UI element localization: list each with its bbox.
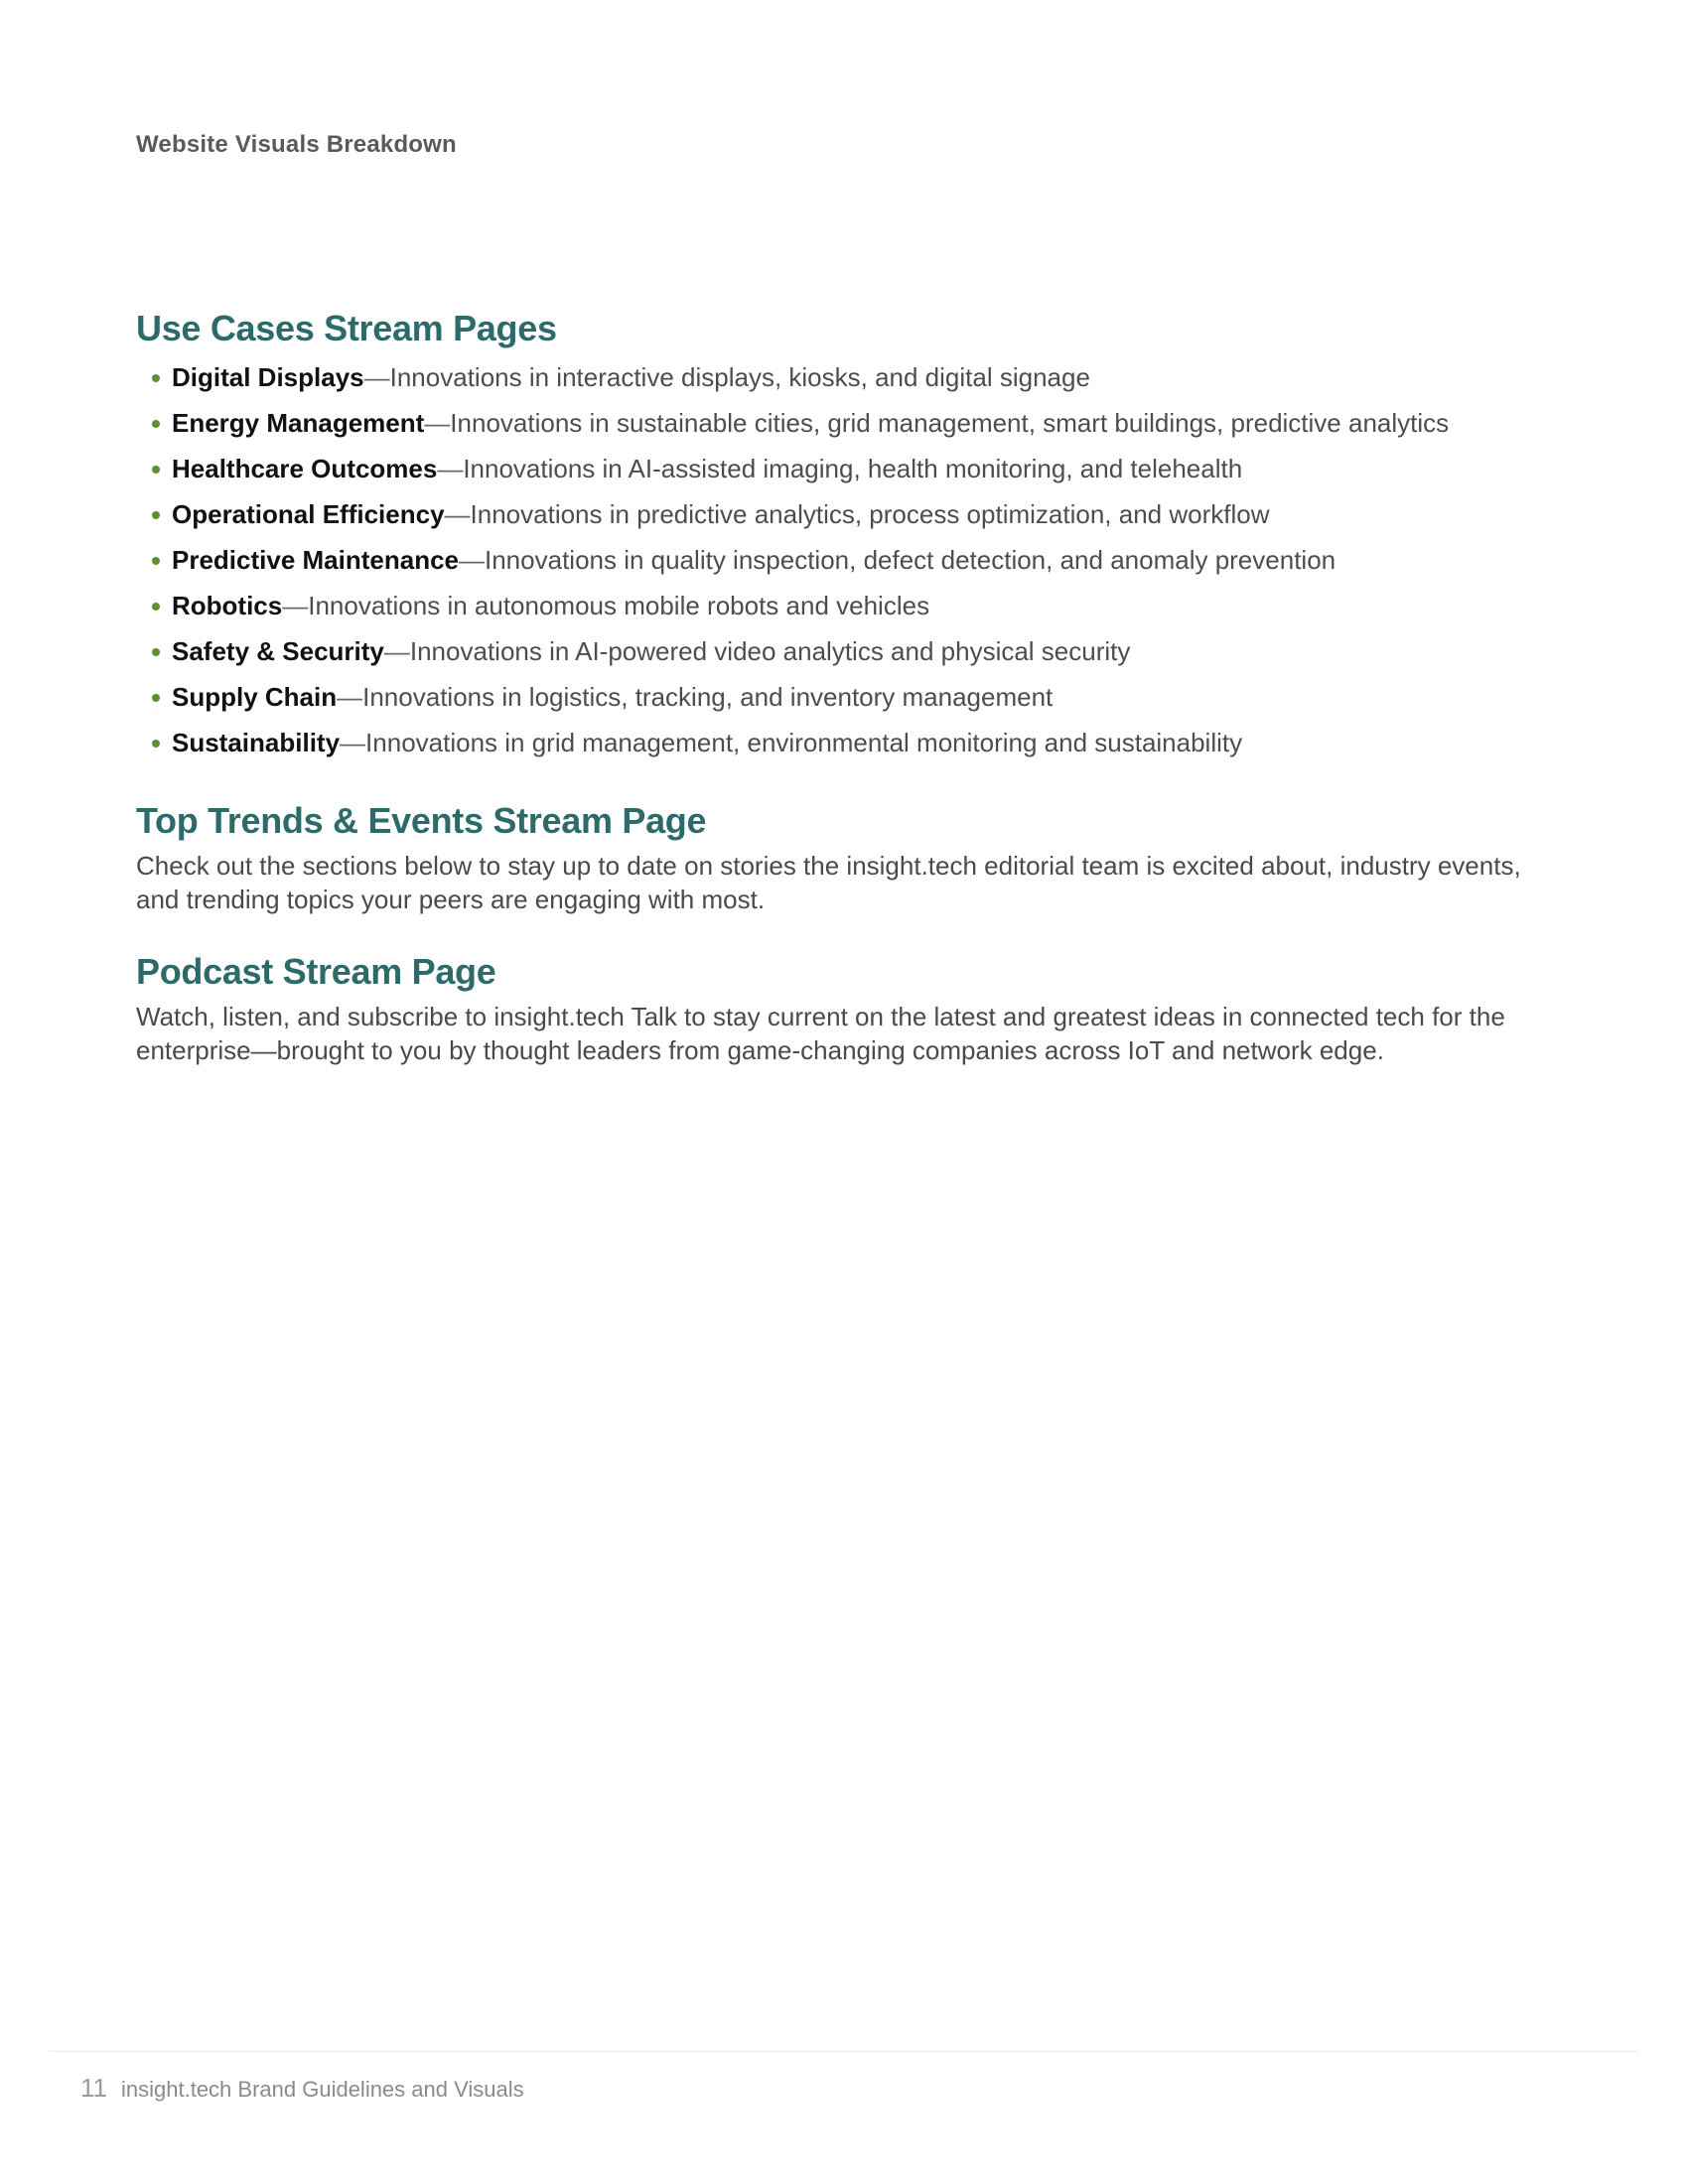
list-item [172, 354, 1556, 400]
bullet-icon [152, 511, 160, 519]
use-cases-list [136, 354, 1556, 765]
top-trends-heading: Top Trends & Events Stream Page [136, 800, 707, 841]
list-item-description: Innovations in AI-assisted imaging, health monitoring, and telehealth [463, 454, 1243, 483]
page-number: 11 [80, 2073, 107, 2103]
list-item-term: Healthcare Outcomes [172, 454, 438, 483]
list-item-description: Innovations in AI-powered video analytics and physical security [409, 636, 1131, 666]
footer-text: insight.tech Brand Guidelines and Visuals [121, 2077, 524, 2102]
page-footer [80, 2073, 524, 2104]
podcast-body: Watch, listen, and subscribe to insight.tech Talk to stay current on the latest and greatest ideas in connected tech for the enterprise—brought to you by thought leaders from game-changing companies across IoT and network edge. [136, 1002, 1505, 1065]
bullet-icon [152, 740, 160, 748]
list-item-description: Innovations in autonomous mobile robots and vehicles [308, 591, 930, 620]
list-item-separator: — [424, 408, 451, 438]
top-trends-section [136, 795, 1556, 916]
list-item [172, 720, 1556, 765]
list-item-description: Innovations in logistics, tracking, and inventory management [362, 682, 1054, 712]
footer-divider [50, 2051, 1638, 2052]
list-item-description: Innovations in predictive analytics, process optimization, and workflow [470, 499, 1270, 529]
list-item [172, 628, 1556, 674]
page-header-title: Website Visuals Breakdown [136, 131, 457, 158]
list-item-separator: — [459, 545, 485, 575]
list-item [172, 491, 1556, 537]
list-item-description: Innovations in quality inspection, defect detection, and anomaly prevention [485, 545, 1336, 575]
list-item-separator: — [437, 454, 464, 483]
list-item-term: Robotics [172, 591, 283, 620]
list-item [172, 400, 1556, 446]
list-item [172, 674, 1556, 720]
list-item-term: Digital Displays [172, 362, 364, 392]
bullet-icon [152, 557, 160, 565]
list-item-term: Safety & Security [172, 636, 384, 666]
list-item-term: Operational Efficiency [172, 499, 445, 529]
podcast-heading: Podcast Stream Page [136, 951, 496, 992]
bullet-icon [152, 420, 160, 428]
bullet-icon [152, 374, 160, 382]
list-item-description: Innovations in grid management, environmental monitoring and sustainability [365, 728, 1243, 757]
use-cases-section [136, 303, 1556, 765]
podcast-section [136, 946, 1556, 1067]
list-item-term: Supply Chain [172, 682, 338, 712]
bullet-icon [152, 694, 160, 702]
list-item [172, 446, 1556, 491]
bullet-icon [152, 648, 160, 656]
main-content [136, 303, 1556, 1067]
list-item-separator: — [282, 591, 309, 620]
list-item [172, 583, 1556, 628]
list-item-term: Predictive Maintenance [172, 545, 459, 575]
list-item-term: Energy Management [172, 408, 425, 438]
list-item-separator: — [363, 362, 390, 392]
list-item [172, 537, 1556, 583]
list-item-term: Sustainability [172, 728, 341, 757]
list-item-separator: — [340, 728, 366, 757]
bullet-icon [152, 603, 160, 611]
use-cases-heading: Use Cases Stream Pages [136, 308, 557, 348]
list-item-separator: — [444, 499, 471, 529]
list-item-description: Innovations in sustainable cities, grid management, smart buildings, predictive analytics [450, 408, 1450, 438]
top-trends-body: Check out the sections below to stay up to date on stories the insight.tech editorial team is excited about, industry events, and trending topics your peers are engaging with most. [136, 851, 1521, 914]
list-item-description: Innovations in interactive displays, kiosks, and digital signage [389, 362, 1090, 392]
list-item-separator: — [383, 636, 410, 666]
bullet-icon [152, 466, 160, 474]
list-item-separator: — [337, 682, 363, 712]
